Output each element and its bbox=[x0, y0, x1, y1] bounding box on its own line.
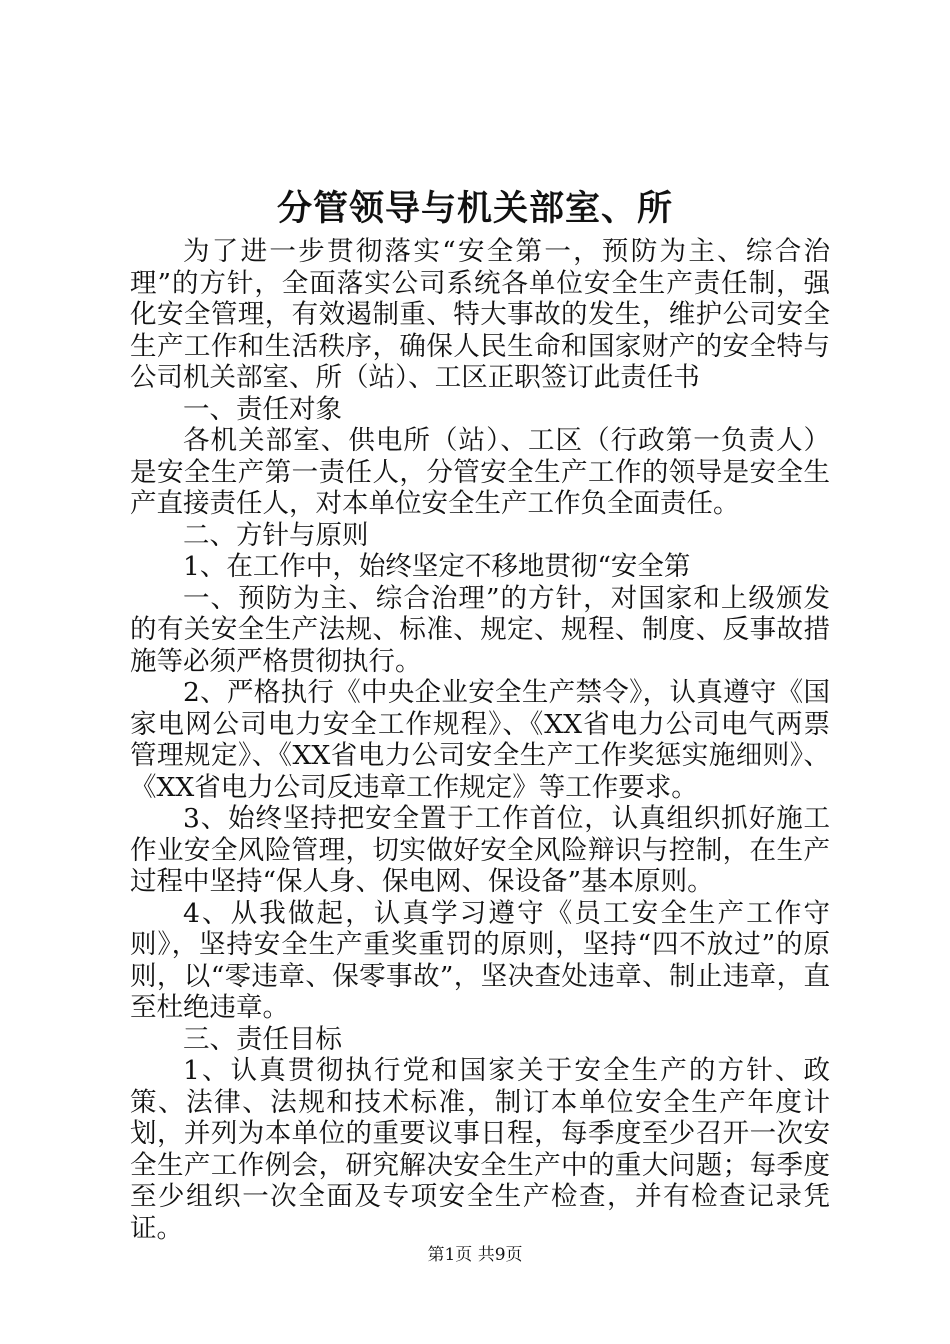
page-footer: 第1页 共9页 bbox=[427, 1245, 523, 1265]
paragraph-policy-3: 3、始终坚持把安全置于工作首位，认真组织抓好施工作业安全风险管理，切实做好安全风险辩识与控制，在生产过程中坚持“保人身、保电网、保设备”基本原则。 bbox=[130, 803, 830, 897]
heading-responsibility-goals: 三、责任目标 bbox=[183, 1023, 342, 1055]
document-body bbox=[130, 236, 830, 1244]
paragraph-policy-1b: 一、预防为主、综合治理”的方针，对国家和上级颁发的有关安全生产法规、标准、规定、规程、制度、反事故措施等必须严格贯彻执行。 bbox=[130, 582, 830, 677]
document-title: 分管领导与机关部室、所 bbox=[276, 188, 673, 229]
heading-responsibility-object: 一、责任对象 bbox=[183, 393, 342, 425]
paragraph-policy-1a: 1、在工作中，始终坚定不移地贯彻“安全第 bbox=[183, 551, 691, 582]
paragraph-intro: 为了进一步贯彻落实“安全第一，预防为主、综合治理”的方针，全面落实公司系统各单位安全生产责任制，强化安全管理，有效遏制重、特大事故的发生，维护公司安全生产工作和生活秩序，确保人民生命和国家财产的安全特与公司机关部室、所（站）、工区正职签订此责任书 bbox=[130, 236, 830, 393]
paragraph-policy-4: 4、从我做起，认真学习遵守《员工安全生产工作守则》，坚持安全生产重奖重罚的原则，坚持“四不放过”的原则，以“零违章、保零事故”，坚决查处违章、制止违章，直至杜绝违章。 bbox=[130, 897, 830, 1023]
heading-policy-principles: 二、方针与原则 bbox=[183, 519, 369, 551]
paragraph-responsibility-object: 各机关部室、供电所（站）、工区（行政第一负责人）是安全生产第一责任人，分管安全生产工作的领导是安全生产直接责任人，对本单位安全生产工作负全面责任。 bbox=[130, 425, 830, 519]
paragraph-policy-2: 2、严格执行《中央企业安全生产禁令》，认真遵守《国家电网公司电力安全工作规程》、《XX省电力公司电气两票管理规定》、《XX省电力公司安全生产工作奖惩实施细则》、《XX省电力公司反违章工作规定》等工作要求。 bbox=[130, 677, 830, 803]
paragraph-goal-1: 1、认真贯彻执行党和国家关于安全生产的方针、政策、法律、法规和技术标准，制订本单位安全生产年度计划，并列为本单位的重要议事日程，每季度至少召开一次安全生产工作例会，研究解决安全生产中的重大问题；每季度至少组织一次全面及专项安全生产检查，并有检查记录凭证。 bbox=[130, 1055, 830, 1244]
